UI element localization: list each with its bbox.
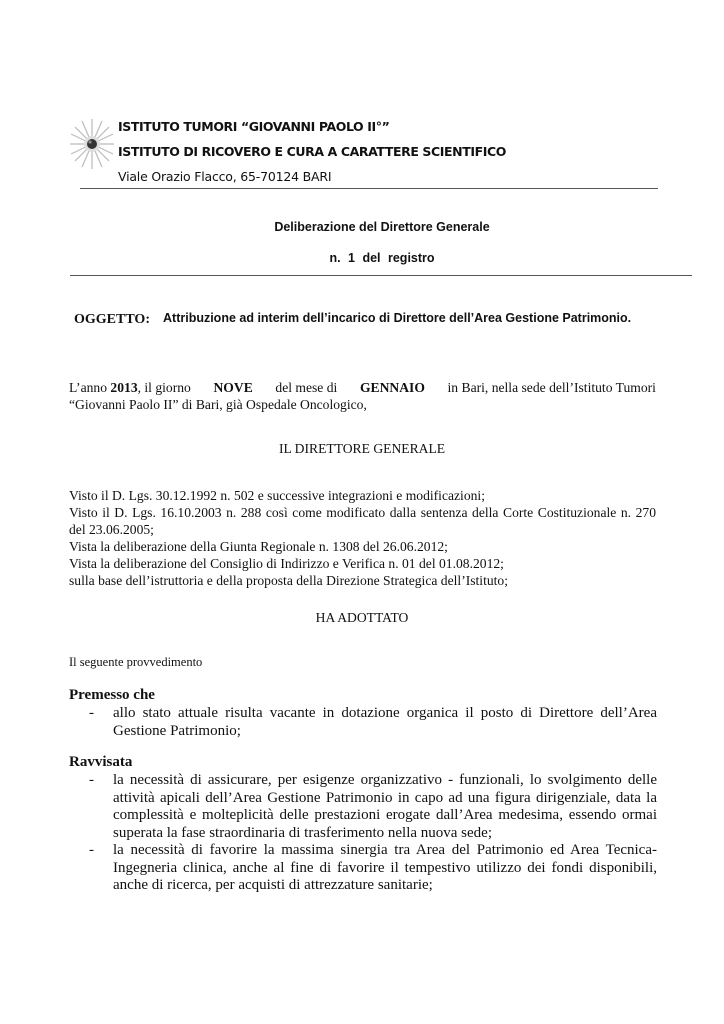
- month-value: GENNAIO: [359, 380, 425, 395]
- date-intro: L’anno 2013, il giorno: [69, 380, 191, 395]
- title-divider: [70, 275, 692, 276]
- adottato-heading: HA ADOTTATO: [315, 610, 409, 625]
- bullet-dash: -: [89, 705, 94, 721]
- premesso-heading: Premesso che: [69, 687, 155, 703]
- institute-subtitle: ISTITUTO DI RICOVERO E CURA A CARATTERE SCIENTIFICO: [118, 144, 507, 159]
- visti-list: [69, 487, 656, 589]
- provvedimento-intro: Il seguente provvedimento: [69, 655, 203, 669]
- list-item: - la necessità di assicurare, per esigenze organizzativo - funzionali, lo svolgimento delle attività apicali dell’Area Gestione Patrimonio in capo ad una figura dirigenziale, data la complessità e molteplicità delle prestazioni erogate dall’Area medesima, essendo ormai superata la fase straordinaria di trasferimento nella nuova sede;: [89, 772, 657, 841]
- institute-name: ISTITUTO TUMORI “GIOVANNI PAOLO II°”: [118, 119, 390, 134]
- visto-item: Visto il D. Lgs. 16.10.2003 n. 288 così come modificato dalla sentenza della Corte Costituzionale n. 270 del 23.06.2005;: [69, 505, 656, 537]
- list-item: - allo stato attuale risulta vacante in dotazione organica il posto di Direttore dell’Area Gestione Patrimonio;: [89, 705, 657, 739]
- list-item: - la necessità di favorire la massima sinergia tra Area del Patrimonio ed Area Tecnica-Ingegneria clinica, anche al fine di favorire il tempestivo utilizzo dei fondi disponibili, anche di ricerca, per acquisti di attrezzature sanitarie;: [89, 842, 657, 893]
- institute-logo: [66, 115, 118, 173]
- visto-item: Vista la deliberazione del Consiglio di Indirizzo e Verifica n. 01 del 01.08.2012;: [69, 556, 504, 571]
- year-value: 2013: [110, 380, 138, 395]
- date-paragraph: [69, 379, 656, 413]
- bullet-dash: -: [89, 772, 94, 788]
- visto-item: sulla base dell’istruttoria e della proposta della Direzione Strategica dell’Istituto;: [69, 573, 509, 588]
- month-intro: del mese di: [275, 380, 338, 395]
- header-divider: [80, 188, 658, 189]
- date-paragraph-line2: “Giovanni Paolo II” di Bari, già Ospedale Oncologico,: [69, 397, 367, 412]
- register-number: n. 1 del registro: [329, 251, 435, 265]
- day-value: NOVE: [213, 380, 253, 395]
- visto-item: Visto il D. Lgs. 30.12.1992 n. 502 e successive integrazioni e modificazioni;: [69, 488, 485, 503]
- oggetto-text: Attribuzione ad interim dell’incarico di Direttore dell’Area Gestione Patrimonio.: [163, 311, 632, 325]
- ravvisata-heading: Ravvisata: [69, 754, 133, 770]
- oggetto-label: OGGETTO:: [74, 312, 150, 327]
- institute-address: Viale Orazio Flacco, 65-70124 BARI: [118, 169, 332, 184]
- premesso-list: [69, 705, 657, 740]
- place-text: in Bari, nella sede dell’Istituto Tumori: [447, 380, 656, 395]
- direttore-heading: IL DIRETTORE GENERALE: [278, 441, 446, 456]
- visto-item: Vista la deliberazione della Giunta Regionale n. 1308 del 26.06.2012;: [69, 539, 448, 554]
- ravvisata-list: [69, 772, 657, 895]
- document-title: Deliberazione del Direttore Generale: [274, 220, 490, 234]
- bullet-dash: -: [89, 842, 94, 858]
